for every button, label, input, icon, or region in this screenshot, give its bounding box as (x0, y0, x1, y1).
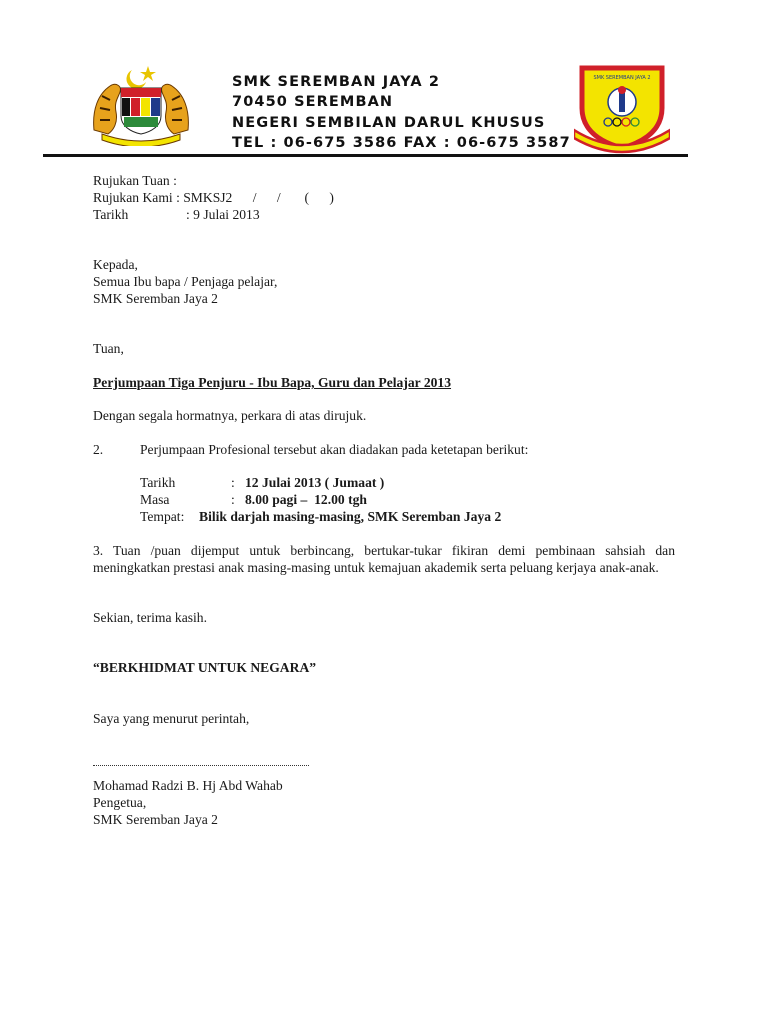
signatory-name: Mohamad Radzi B. Hj Abd Wahab (93, 778, 283, 793)
detail-tarikh-label: Tarikh (140, 475, 176, 490)
school-postcode-city: 70450 SEREMBAN (232, 94, 394, 111)
recipient-line-2: Semua Ibu bapa / Penjaga pelajar, (93, 274, 278, 289)
detail-tarikh-sep: : (231, 475, 235, 490)
tarikh-label: Tarikh (93, 207, 129, 222)
detail-tempat-label: Tempat: (140, 509, 185, 524)
closing: Sekian, terima kasih. (93, 610, 208, 625)
school-emblem-caption: SMK SEREMBAN JAYA 2 (593, 75, 651, 81)
salutation: Tuan, (93, 341, 124, 356)
paragraph-3: 3. Tuan /puan dijemput untuk berbincang, bertukar-tukar fikiran demi pembinaan sahsiah dan meningkatkan prestasi anak masing-masing untuk kemajuan akademik serta peluang kerjaya anak-anak. (93, 543, 675, 575)
detail-tarikh-value: 12 Julai 2013 ( Jumaat ) (245, 475, 385, 490)
subject-heading: Perjumpaan Tiga Penjuru - Ibu Bapa, Guru dan Pelajar 2013 (93, 375, 452, 390)
signoff: Saya yang menurut perintah, (93, 711, 250, 726)
paragraph-1: Dengan segala hormatnya, perkara di atas dirujuk. (93, 408, 367, 423)
letterhead-divider (43, 154, 688, 157)
signatory-org: SMK Seremban Jaya 2 (93, 812, 218, 827)
school-state: NEGERI SEMBILAN DARUL KHUSUS (232, 114, 546, 131)
letterhead (232, 72, 571, 153)
signature-line (93, 765, 309, 766)
rujukan-kami: Rujukan Kami : SMKSJ2 / / ( ) (93, 190, 334, 205)
detail-tempat-value: Bilik darjah masing-masing, SMK Seremban Jaya 2 (199, 509, 502, 524)
detail-masa-label: Masa (140, 492, 170, 507)
recipient-line-3: SMK Seremban Jaya 2 (93, 291, 218, 306)
coat-of-arms-logo (88, 60, 194, 146)
detail-masa-value: 8.00 pagi – 12.00 tgh (245, 492, 367, 507)
school-contact: TEL : 06-675 3586 FAX : 06-675 3587 (232, 134, 571, 151)
rujukan-tuan: Rujukan Tuan : (93, 173, 177, 188)
tarikh-value: : 9 Julai 2013 (186, 207, 260, 222)
paragraph-2-text: Perjumpaan Profesional tersebut akan diadakan pada ketetapan berikut: (140, 442, 529, 457)
detail-masa-sep: : (231, 492, 235, 507)
paragraph-2-number: 2. (93, 442, 104, 457)
motto: “BERKHIDMAT UNTUK NEGARA” (93, 660, 317, 675)
signatory-title: Pengetua, (93, 795, 147, 810)
school-emblem-logo (574, 64, 670, 154)
recipient-line-1: Kepada, (93, 257, 138, 272)
school-name: SMK SEREMBAN JAYA 2 (232, 74, 441, 90)
